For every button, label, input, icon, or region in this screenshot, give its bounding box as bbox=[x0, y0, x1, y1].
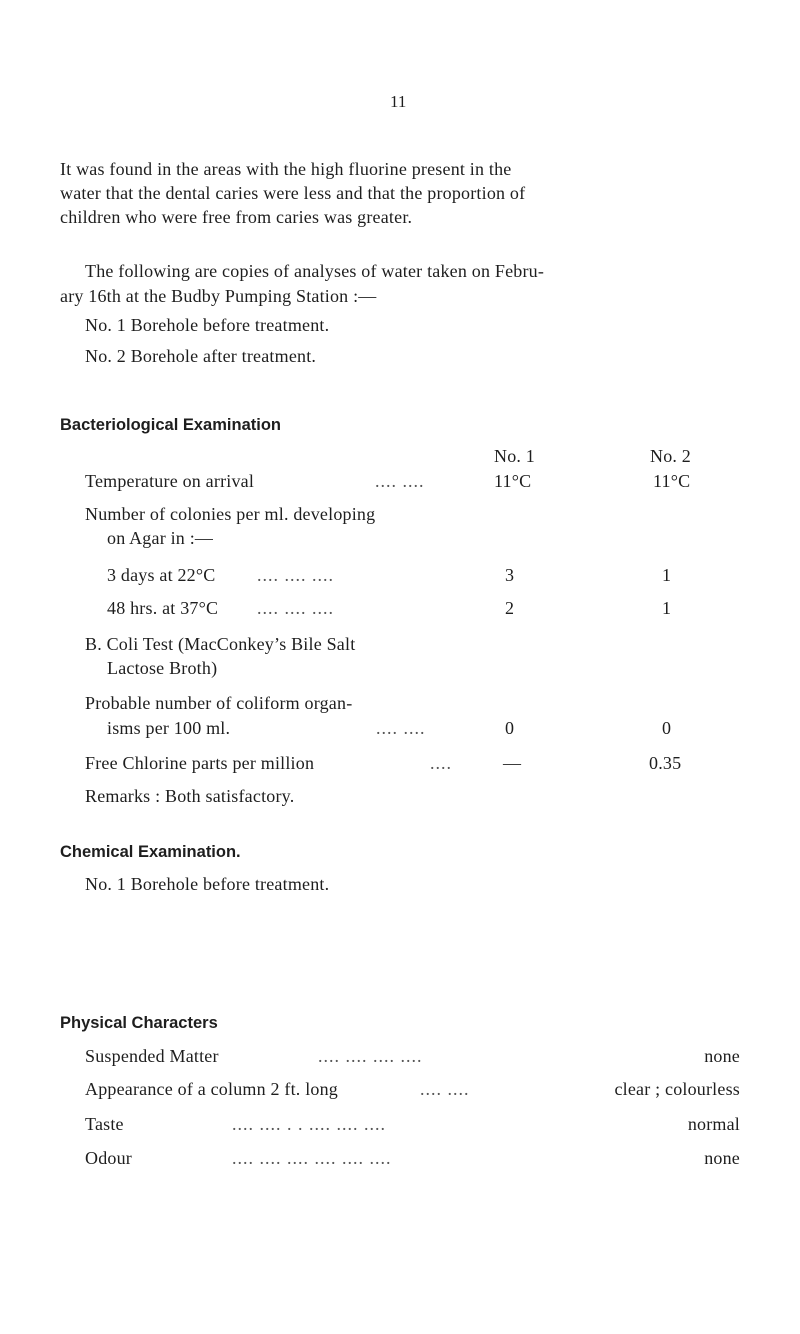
page-number: 11 bbox=[390, 92, 407, 111]
temperature-no2: 11°C bbox=[653, 471, 691, 491]
sample-1-description: No. 1 Borehole before treatment. bbox=[85, 315, 330, 335]
bcoli-label-line2: Lactose Broth) bbox=[107, 658, 218, 678]
col2-header: No. 2 bbox=[650, 446, 691, 466]
appearance-dots: .... .... bbox=[420, 1079, 470, 1099]
intro-para1-line1: It was found in the areas with the high fluorine present in the bbox=[60, 159, 512, 179]
hrs37-no1: 2 bbox=[505, 598, 515, 618]
temperature-dots: .... .... bbox=[375, 471, 425, 491]
temperature-no1: 11°C bbox=[494, 471, 532, 491]
odour-dots: .... .... .... .... .... .... bbox=[232, 1148, 392, 1168]
suspended-matter-value: none bbox=[704, 1046, 740, 1066]
intro-para1-line2: water that the dental caries were less and that the proportion of bbox=[60, 183, 526, 203]
appearance-label: Appearance of a column 2 ft. long bbox=[85, 1079, 339, 1099]
intro-para2-line2: ary 16th at the Budby Pumping Station :— bbox=[60, 286, 377, 306]
odour-label: Odour bbox=[85, 1148, 132, 1168]
probable-dots: .... .... bbox=[376, 718, 426, 738]
chemical-heading: Chemical Examination. bbox=[60, 843, 241, 861]
days22-no1: 3 bbox=[505, 565, 515, 585]
temperature-label: Temperature on arrival bbox=[85, 471, 255, 491]
probable-label-line1: Probable number of coliform organ- bbox=[85, 693, 353, 713]
appearance-value: clear ; colourless bbox=[614, 1079, 740, 1099]
days22-no2: 1 bbox=[662, 565, 672, 585]
probable-no1: 0 bbox=[505, 718, 515, 738]
odour-value: none bbox=[704, 1148, 740, 1168]
physical-heading: Physical Characters bbox=[60, 1014, 218, 1032]
col1-header: No. 1 bbox=[494, 446, 535, 466]
sample-2-description: No. 2 Borehole after treatment. bbox=[85, 346, 317, 366]
days22-dots: .... .... .... bbox=[257, 565, 334, 585]
days22-label: 3 days at 22°C bbox=[107, 565, 216, 585]
hrs37-no2: 1 bbox=[662, 598, 672, 618]
bcoli-label-line1: B. Coli Test (MacConkey’s Bile Salt bbox=[85, 634, 356, 654]
hrs37-label: 48 hrs. at 37°C bbox=[107, 598, 219, 618]
intro-para1-line3: children who were free from caries was greater. bbox=[60, 207, 413, 227]
hrs37-dots: .... .... .... bbox=[257, 598, 334, 618]
taste-label: Taste bbox=[85, 1114, 124, 1134]
chlorine-label: Free Chlorine parts per million bbox=[85, 753, 315, 773]
remarks: Remarks : Both satisfactory. bbox=[85, 786, 295, 806]
probable-no2: 0 bbox=[662, 718, 672, 738]
taste-value: normal bbox=[687, 1114, 740, 1134]
colonies-label-line2: on Agar in :— bbox=[107, 528, 214, 548]
chlorine-dots: .... bbox=[430, 753, 452, 773]
colonies-label-line1: Number of colonies per ml. developing bbox=[85, 504, 376, 524]
chemical-sample: No. 1 Borehole before treatment. bbox=[85, 874, 330, 894]
intro-para2-line1: The following are copies of analyses of water taken on Febru- bbox=[85, 261, 545, 281]
chlorine-no2: 0.35 bbox=[649, 753, 682, 773]
bacteriological-heading: Bacteriological Examination bbox=[60, 416, 281, 434]
taste-dots: .... .... . . .... .... .... bbox=[232, 1114, 386, 1134]
suspended-matter-dots: .... .... .... .... bbox=[318, 1046, 423, 1066]
chlorine-no1: — bbox=[503, 753, 522, 773]
suspended-matter-label: Suspended Matter bbox=[85, 1046, 219, 1066]
probable-label-line2: isms per 100 ml. bbox=[107, 718, 231, 738]
